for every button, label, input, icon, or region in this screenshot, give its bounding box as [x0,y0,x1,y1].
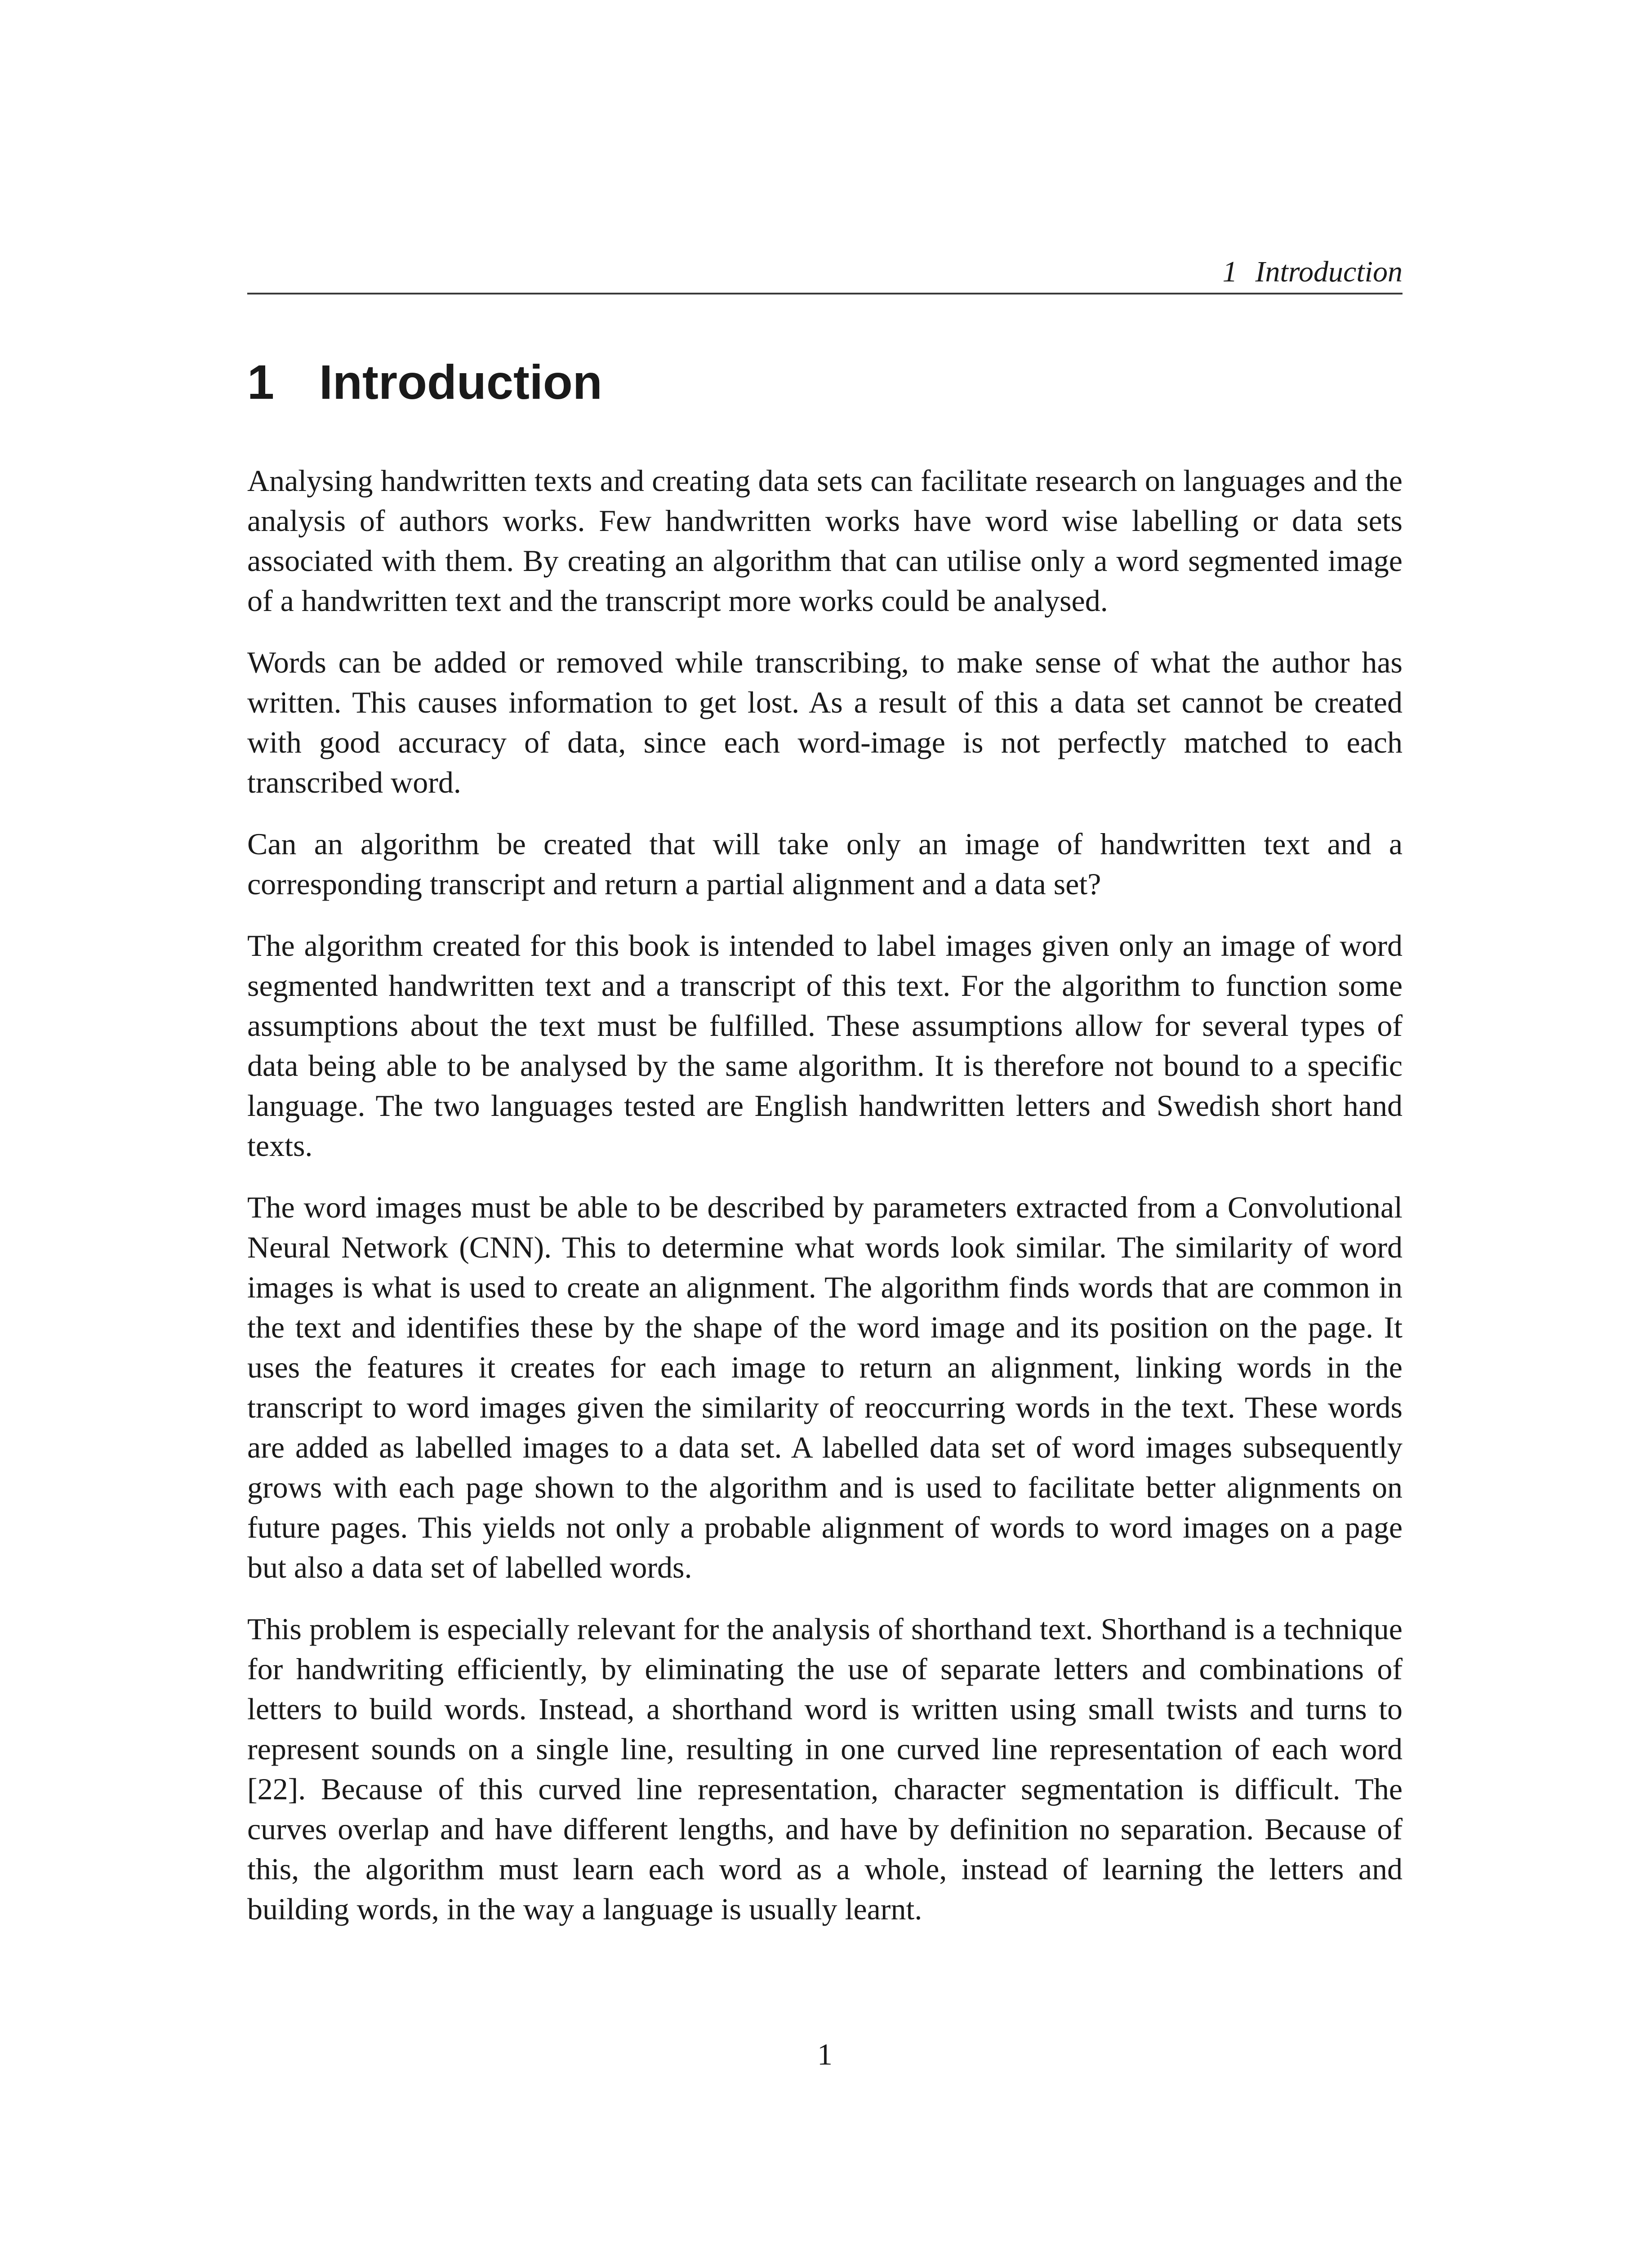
paragraph-3: Can an algorithm be created that will take only an image of handwritten text and a corresponding transcript and return a partial alignment and a data set? [247,827,1403,901]
paragraph-6: This problem is especially relevant for the analysis of shorthand text. Shorthand is a technique for handwriting efficiently, by eliminating the use of separate letters and combinations of letters to build words. Instead, a shorthand word is written using small twists and turns to represent sounds on a single line, resulting in one curved line representation of each word [22]. Because of this curved line representation, character segmentation is difficult. The curves overlap and have different lengths, and have by definition no separation. Because of this, the algorithm must learn each word as a whole, instead of learning the letters and building words, in the way a language is usually learnt. [247,1612,1403,1926]
paragraph-1: Analysing handwritten texts and creating data sets can facilitate research on languages and the analysis of authors works. Few handwritten works have word wise labelling or data sets associated with them. By creating an algorithm that can utilise only a word segmented image of a handwritten text and the transcript more works could be analysed. [247,464,1403,618]
paragraph-5: The word images must be able to be described by parameters extracted from a Convolutional Neural Network (CNN). This to determine what words look similar. The similarity of word images is what is used to create an alignment. The algorithm finds words that are common in the text and identifies these by the shape of the word image and its position on the page. It uses the features it creates for each image to return an alignment, linking words in the transcript to word images given the similarity of reoccurring words in the text. These words are added as labelled images to a data set. A labelled data set of word images subsequently grows with each page shown to the algorithm and is used to facilitate better alignments on future pages. This yields not only a probable alignment of words to word images on a page but also a data set of labelled words. [247,1190,1403,1584]
page-number: 1 [817,2037,833,2071]
chapter-title: Introduction [319,355,602,409]
chapter-number: 1 [247,355,275,409]
running-header [247,250,1403,294]
paragraph-4: The algorithm created for this book is intended to label images given only an image of word segmented handwritten text and a transcript of this text. For the algorithm to function some assumptions about the text must be fulfilled. These assumptions allow for several types of data being able to be analysed by the same algorithm. It is therefore not bound to a specific language. The two languages tested are English handwritten letters and Swedish short hand texts. [247,928,1403,1163]
paragraph-2: Words can be added or removed while transcribing, to make sense of what the author has written. This causes information to get lost. As a result of this a data set cannot be created with good accuracy of data, since each word-image is not perfectly matched to each transcribed word. [247,645,1403,799]
running-header-chapter-number: 1 [1222,255,1238,288]
running-header-chapter-title: Introduction [1255,255,1403,288]
chapter-heading [247,348,1403,416]
body-text [247,461,1403,1951]
